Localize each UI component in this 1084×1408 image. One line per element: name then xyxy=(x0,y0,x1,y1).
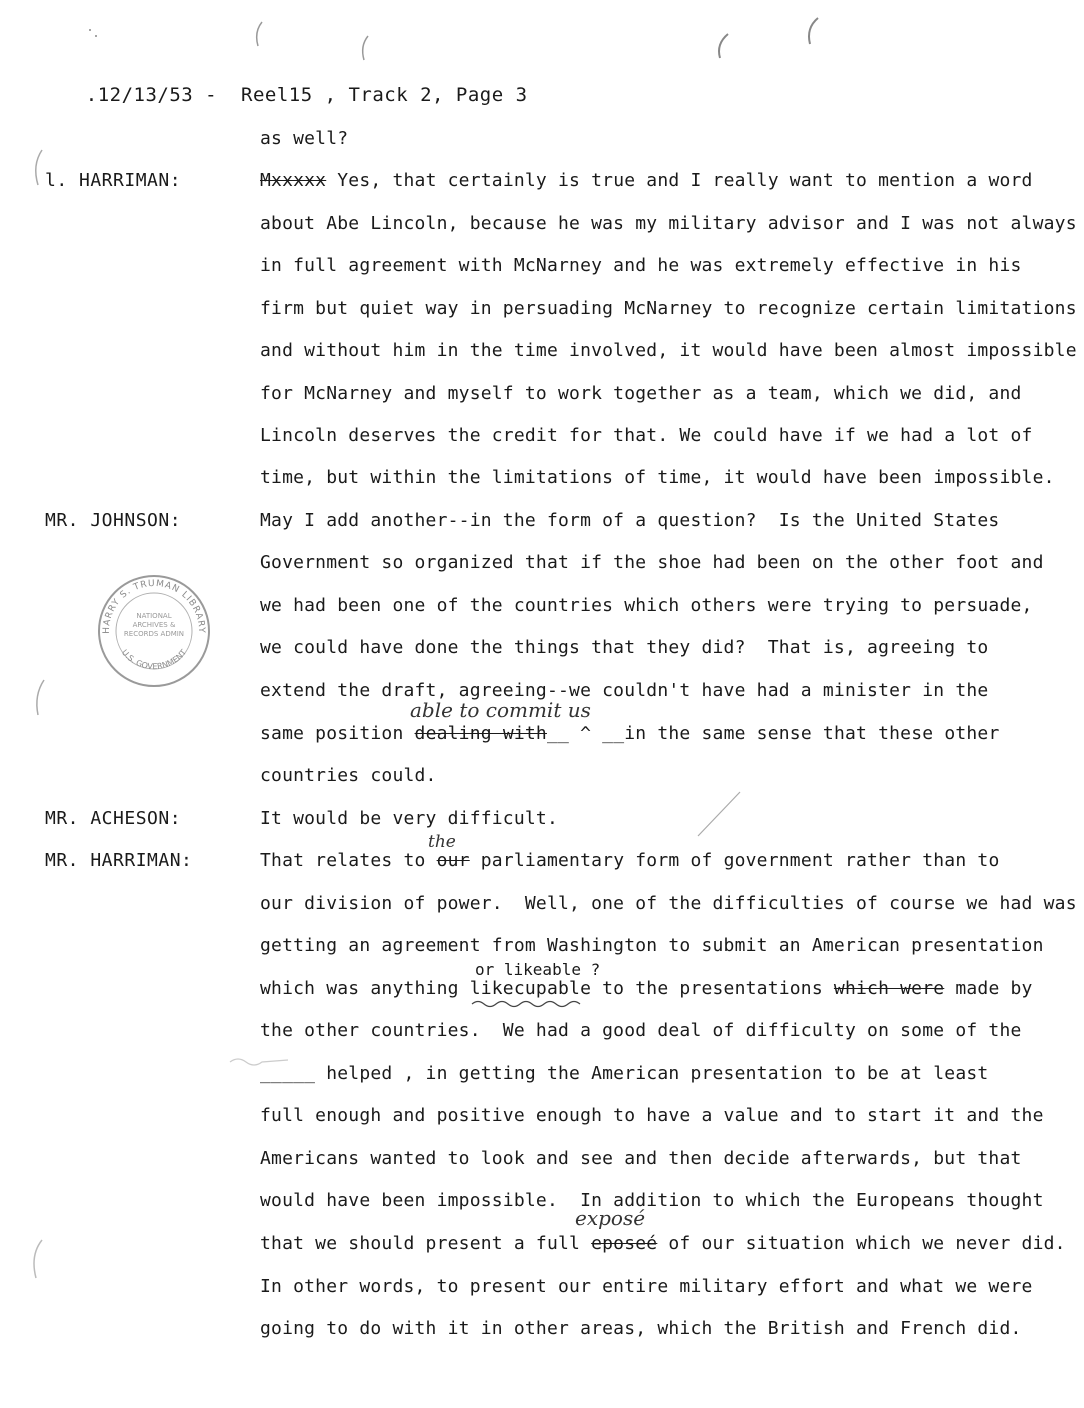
transcript-line: extend the draft, agreeing--we couldn't have had a minister in the xyxy=(260,680,989,701)
stamp-inner-text: NATIONAL ARCHIVES & RECORDS ADMIN xyxy=(123,612,185,638)
stamp-top-text: HARRY S. TRUMAN LIBRARY xyxy=(101,578,207,634)
transcript-line: we could have done the things that they did? That is, agreeing to xyxy=(260,637,989,658)
transcript-line: going to do with it in other areas, which the British and French did. xyxy=(260,1318,1022,1339)
transcript-line: May I add another--in the form of a question? Is the United States xyxy=(260,510,1000,531)
line-text: __ ^ __in the same sense that these other xyxy=(546,723,1000,744)
transcript-line: countries could. xyxy=(260,765,437,786)
line-text: that we should present a full xyxy=(260,1233,592,1254)
page-header xyxy=(38,62,528,128)
transcript-line: full enough and positive enough to have a value and to start it and the xyxy=(260,1105,1044,1126)
struck-text: which were xyxy=(833,978,945,999)
transcript-line: about Abe Lincoln, because he was my military advisor and I was not always xyxy=(260,213,1077,234)
transcript-line: and without him in the time involved, it would have been almost impossible xyxy=(260,340,1077,361)
top-margin-marks xyxy=(0,0,1084,70)
struck-text: Mxxxxx xyxy=(260,170,327,191)
library-stamp xyxy=(95,572,213,690)
transcript-line: getting an agreement from Washington to submit an American presentation xyxy=(260,935,1044,956)
transcript-line: for McNarney and myself to work together as a team, which we did, and xyxy=(260,383,1022,404)
handwritten-insertion: the xyxy=(428,832,456,852)
transcript-line: the other countries. We had a good deal of difficulty on some of the xyxy=(260,1020,1022,1041)
struck-text: our xyxy=(436,850,470,871)
speaker-acheson: MR. ACHESON: xyxy=(45,808,182,829)
transcript-line: firm but quiet way in persuading McNarney to recognize certain limitations xyxy=(260,298,1077,319)
transcript-line: Lincoln deserves the credit for that. We could have if we had a lot of xyxy=(260,425,1033,446)
struck-text: dealing with xyxy=(414,723,547,744)
transcript-line xyxy=(260,1233,1066,1254)
transcript-line: Americans wanted to look and see and then decide afterwards, but that xyxy=(260,1148,1022,1169)
header-date: .12/13/53 - xyxy=(85,84,218,106)
header-reel: Reel15 , Track 2, Page 3 xyxy=(241,84,528,106)
handwritten-insertion: exposé xyxy=(575,1206,646,1230)
pencil-stroke xyxy=(690,790,750,840)
transcript-line: would have been impossible. In addition to which the Europeans thought xyxy=(260,1190,1044,1211)
transcript-line: we had been one of the countries which others were trying to persuade, xyxy=(260,595,1033,616)
transcript-line: It would be very difficult. xyxy=(260,808,558,829)
line-text: of our situation which we never did. xyxy=(657,1233,1066,1254)
handwritten-insertion: able to commit us xyxy=(410,698,591,722)
transcript-line xyxy=(260,723,1000,744)
typed-insertion: or likeable ? xyxy=(475,960,601,979)
struck-text: eposeé xyxy=(591,1233,658,1254)
line-text: Yes, that certainly is true and I really want to mention a word xyxy=(326,170,1033,191)
line-text: which was anything likecupable to the presentations xyxy=(260,978,834,999)
transcript-line: Government so organized that if the shoe had been on the other foot and xyxy=(260,552,1044,573)
transcript-line xyxy=(260,978,1033,999)
left-margin-marks xyxy=(0,140,60,1300)
transcript-line: as well? xyxy=(260,128,349,149)
line-text: made by xyxy=(944,978,1033,999)
transcript-line xyxy=(260,850,1000,871)
speaker-harriman: l. HARRIMAN: xyxy=(45,170,182,191)
transcript-line xyxy=(260,170,1033,191)
line-text: That relates to xyxy=(260,850,437,871)
transcript-line: in full agreement with McNarney and he was extremely effective in his xyxy=(260,255,1022,276)
transcript-line: In other words, to present our entire military effort and what we were xyxy=(260,1276,1033,1297)
line-text: parliamentary form of government rather than to xyxy=(469,850,1000,871)
speaker-harriman: MR. HARRIMAN: xyxy=(45,850,193,871)
transcript-line: _____ helped , in getting the American presentation to be at least xyxy=(260,1063,989,1084)
transcript-line: our division of power. Well, one of the difficulties of course we had was xyxy=(260,893,1077,914)
wavy-underline xyxy=(470,998,590,1010)
stamp-bottom-text: U.S. GOVERNMENT xyxy=(119,647,189,672)
speaker-johnson: MR. JOHNSON: xyxy=(45,510,182,531)
transcript-line: time, but within the limitations of time, it would have been impossible. xyxy=(260,467,1055,488)
line-text: same position xyxy=(260,723,415,744)
